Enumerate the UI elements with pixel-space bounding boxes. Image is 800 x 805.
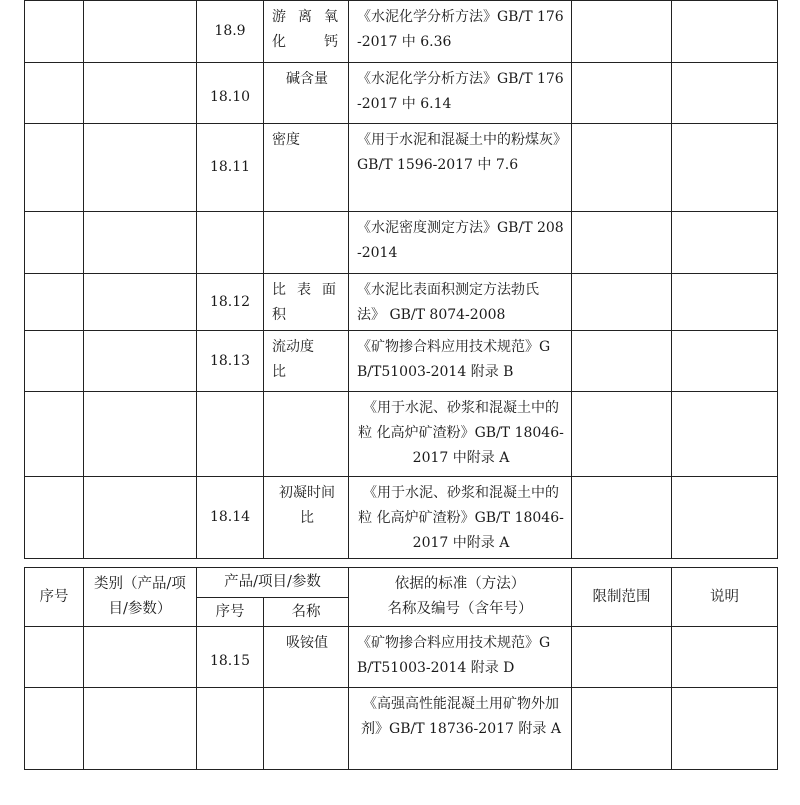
header-product-group: 产品/项目/参数 <box>197 568 349 598</box>
header-standard <box>349 568 572 627</box>
table-row <box>25 477 778 559</box>
seq-cell <box>25 688 84 770</box>
item-number: 18.15 <box>197 627 264 688</box>
category-cell <box>84 331 197 392</box>
header-standard-line2: 名称及编号（含年号） <box>387 601 533 617</box>
item-name <box>264 274 349 331</box>
note-cell <box>672 212 778 274</box>
standard-text: 《水泥比表面积测定方法勃氏法》 GB/T 8074-2008 <box>349 274 572 331</box>
item-number: 18.13 <box>197 331 264 392</box>
item-name <box>264 392 349 477</box>
category-cell <box>84 212 197 274</box>
standard-text: 《高强高性能混凝土用矿物外加 剂》GB/T 18736-2017 附录 A <box>349 688 572 770</box>
standard-text: 《用于水泥、砂浆和混凝土中的粒 化高炉矿渣粉》GB/T 18046-2017 中附录 A <box>349 392 572 477</box>
category-cell <box>84 688 197 770</box>
standard-text: 《水泥化学分析方法》GB/T 176-2017 中 6.36 <box>349 1 572 63</box>
table-row <box>25 627 778 688</box>
item-name <box>264 212 349 274</box>
note-cell <box>672 477 778 559</box>
item-number <box>197 392 264 477</box>
category-cell <box>84 627 197 688</box>
category-cell <box>84 392 197 477</box>
note-cell <box>672 63 778 124</box>
header-standard-line1: 依据的标准（方法） <box>394 576 526 592</box>
category-cell <box>84 63 197 124</box>
continued-standards-table <box>24 0 778 559</box>
seq-cell <box>25 1 84 63</box>
item-name-text: 初凝时间比 <box>279 485 335 526</box>
standards-table <box>24 567 778 770</box>
category-cell <box>84 477 197 559</box>
item-name: 吸铵值 <box>264 627 349 688</box>
header-category: 类别（产品/项目/参数） <box>84 568 197 627</box>
note-cell <box>672 274 778 331</box>
seq-cell <box>25 627 84 688</box>
header-seq: 序号 <box>25 568 84 627</box>
limit-cell <box>572 1 672 63</box>
table-row <box>25 274 778 331</box>
table-row <box>25 688 778 770</box>
seq-cell <box>25 331 84 392</box>
header-limit: 限制范围 <box>572 568 672 627</box>
category-cell <box>84 124 197 212</box>
category-cell <box>84 1 197 63</box>
item-number <box>197 212 264 274</box>
header-sub-seq: 序号 <box>197 598 264 627</box>
limit-cell <box>572 477 672 559</box>
item-number: 18.14 <box>197 477 264 559</box>
standard-text: 《用于水泥、砂浆和混凝土中的粒 化高炉矿渣粉》GB/T 18046-2017 中附录 A <box>349 477 572 559</box>
standard-text: 《矿物掺合料应用技术规范》GB/T51003-2014 附录 B <box>349 331 572 392</box>
seq-cell <box>25 392 84 477</box>
item-number: 18.10 <box>197 63 264 124</box>
item-name: 流动度比 <box>264 331 349 392</box>
note-cell <box>672 627 778 688</box>
limit-cell <box>572 688 672 770</box>
note-cell <box>672 331 778 392</box>
table-row <box>25 331 778 392</box>
note-cell <box>672 392 778 477</box>
standard-text: 《水泥化学分析方法》GB/T 176-2017 中 6.14 <box>349 63 572 124</box>
table-row <box>25 63 778 124</box>
seq-cell <box>25 274 84 331</box>
limit-cell <box>572 627 672 688</box>
header-note: 说明 <box>672 568 778 627</box>
category-cell <box>84 274 197 331</box>
limit-cell <box>572 274 672 331</box>
limit-cell <box>572 331 672 392</box>
item-name <box>264 688 349 770</box>
table-row <box>25 124 778 212</box>
standard-text: 《水泥密度测定方法》GB/T 208-2014 <box>349 212 572 274</box>
limit-cell <box>572 63 672 124</box>
item-number: 18.9 <box>197 1 264 63</box>
note-cell <box>672 688 778 770</box>
item-name-text: 比 表 面 积 <box>272 282 336 323</box>
item-name: 游 离 氧 化 钙 <box>264 1 349 63</box>
header-sub-name: 名称 <box>264 598 349 627</box>
seq-cell <box>25 477 84 559</box>
item-name: 密度 <box>264 124 349 212</box>
item-name: 碱含量 <box>264 63 349 124</box>
item-number: 18.11 <box>197 124 264 212</box>
seq-cell <box>25 212 84 274</box>
standard-text: 《矿物掺合料应用技术规范》GB/T51003-2014 附录 D <box>349 627 572 688</box>
standard-text: 《用于水泥和混凝土中的粉煤灰》GB/T 1596-2017 中 7.6 <box>349 124 572 212</box>
limit-cell <box>572 392 672 477</box>
header-row <box>25 568 778 598</box>
limit-cell <box>572 124 672 212</box>
limit-cell <box>572 212 672 274</box>
note-cell <box>672 1 778 63</box>
item-number <box>197 688 264 770</box>
seq-cell <box>25 124 84 212</box>
table-row <box>25 392 778 477</box>
table-row <box>25 212 778 274</box>
table-row <box>25 1 778 63</box>
item-name <box>264 477 349 559</box>
note-cell <box>672 124 778 212</box>
item-number: 18.12 <box>197 274 264 331</box>
seq-cell <box>25 63 84 124</box>
